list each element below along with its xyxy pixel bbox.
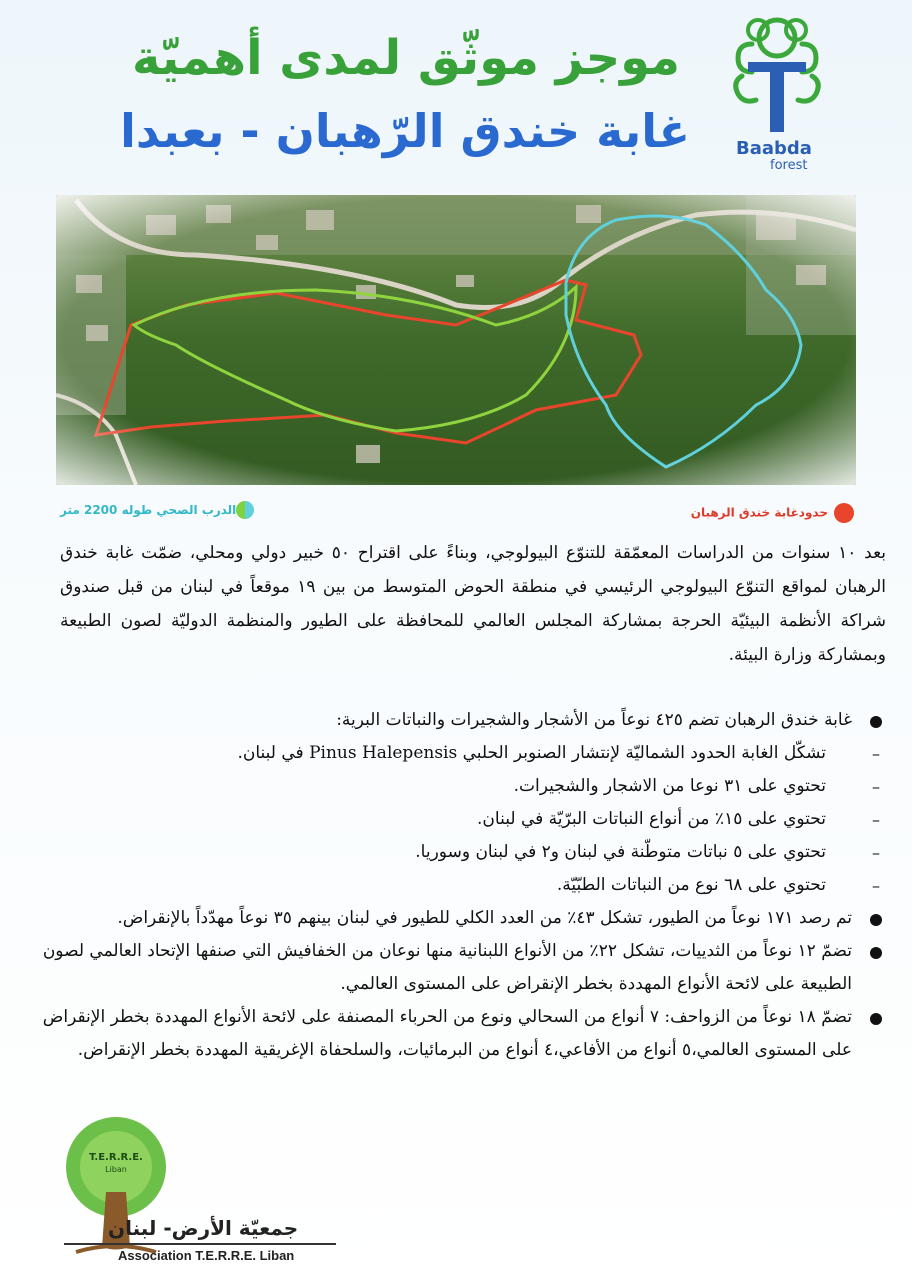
list-item: تضمّ ١٢ نوعاً من الثدييات، تشكل ٢٢٪ من الأنواع اللبنانية منها نوعان من الخفافيش التي صنفها الإتحاد العالمي لصون الطبيعة على لائحة الأنواع المهددة بخطر الإنقراض على المستوى العالمي. — [20, 935, 886, 1001]
page-title: موجز موثّق لمدى أهميّة — [131, 30, 680, 86]
svg-text:T.E.R.R.E.: T.E.R.R.E. — [89, 1152, 143, 1163]
page-subtitle: غابة خندق الرّهبان - بعبدا — [120, 104, 690, 158]
org-name-en: Association T.E.R.R.E. Liban — [118, 1248, 295, 1263]
list-item: – تحتوي على ٦٨ نوع من النباتات الطبّيّة. — [20, 869, 886, 902]
list-item: – تحتوي على ٣١ نوعا من الاشجار والشجيرات. — [20, 770, 886, 803]
legend-boundary-label: حدودغابة خندق الرهبان — [690, 505, 828, 520]
aerial-map-image — [56, 195, 856, 485]
legend-boundary — [691, 503, 854, 523]
org-name-ar: جمعيّة الأرض- لبنان — [108, 1216, 299, 1240]
legend-trail — [60, 503, 236, 517]
footer-divider — [64, 1243, 336, 1245]
list-item: – تحتوي على ٥ نباتات متوطّنة في لبنان و٢ في لبنان وسوريا. — [20, 836, 886, 869]
logo-name: Baabda — [736, 138, 812, 159]
list-item: تم رصد ١٧١ نوعاً من الطيور، تشكل ٤٣٪ من العدد الكلي للطيور في لبنان بينهم ٣٥ نوعاً مهدّداً بالإنقراض. — [20, 902, 886, 935]
logo-sub: forest — [770, 158, 808, 173]
list-item: تضمّ ١٨ نوعاً من الزواحف: ٧ أنواع من السحالي ونوع من الحرباء المصنفة على لائحة الأنواع المهددة بخطر الإنقراض على المستوى العالمي،٥ أنواع من الأفاعي،٤ أنواع من البرمائيات، والسلحفاة الإغريقية المهددة بخطر الإنقراض. — [20, 1001, 886, 1067]
list-item: – تشكّل الغابة الحدود الشماليّة لإنتشار الصنوبر الحلبي Pinus Halepensis في لبنان. — [20, 737, 886, 770]
trail-color-dot — [236, 501, 254, 519]
svg-text:Liban: Liban — [105, 1165, 127, 1174]
list-item: غابة خندق الرهبان تضم ٤٢٥ نوعاً من الأشجار والشجيرات والنباتات البرية: — [20, 704, 886, 737]
list-item: – تحتوي على ١٥٪ من أنواع النباتات البرّيّة في لبنان. — [20, 803, 886, 836]
facts-list — [20, 704, 886, 1067]
boundary-color-dot — [834, 503, 854, 523]
legend-trail-label: الدرب الصحي طوله 2200 متر — [60, 503, 237, 517]
intro-paragraph: بعد ١٠ سنوات من الدراسات المعمّقة للتنوّع البيولوجي، وبناءً على اقتراح ٥٠ خبير دولي ومحلي، ضمّت غابة خندق الرهبان لمواقع التنوّع البيولوجي الرئيسي في منطقة الحوض المتوسط من بين ١٩ موقعاً في لبنان من قبل صندوق شراكة الأنظمة البيئيّة الحرجة بمشاركة المجلس العالمي للمحافظة على الطيور والمنظمة الدوليّة لصون الطبيعة وبمشاركة وزارة البيئة. — [60, 543, 886, 665]
